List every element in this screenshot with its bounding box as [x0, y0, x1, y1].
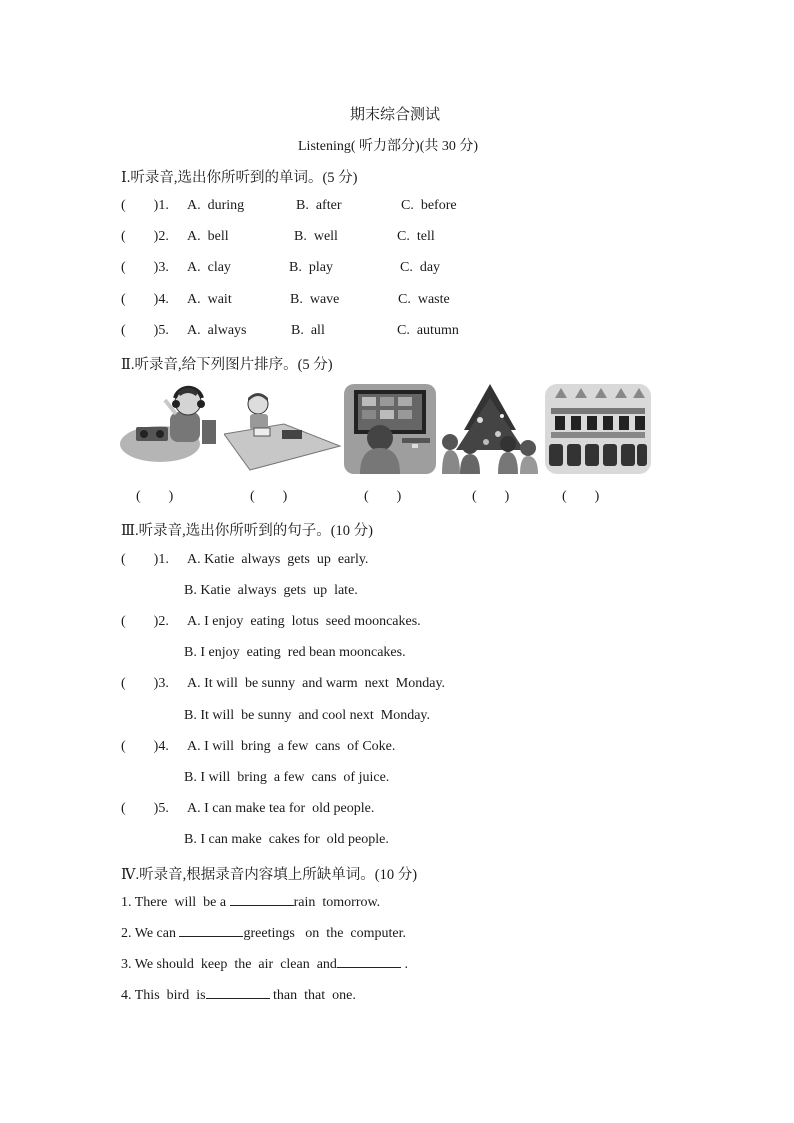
page-subtitle: Listening( 听力部分)(共 30 分)	[298, 139, 479, 154]
sentence-option-b: B. I will bring a few cans of juice.	[184, 770, 390, 785]
girl-reading-at-table-icon	[224, 384, 342, 474]
children-christmas-tree-icon	[440, 384, 540, 474]
option-c: C. waste	[398, 292, 450, 307]
orchestra-concert-icon	[545, 384, 651, 474]
picture-order-blank[interactable]: ( )	[364, 489, 402, 504]
sentence-start: 1. There will be a	[121, 895, 230, 910]
boy-at-computer-icon	[344, 384, 436, 474]
picture-order-blank[interactable]: ( )	[136, 489, 174, 504]
boy-listening-headphones-icon	[120, 384, 220, 474]
part1-heading: Ⅰ.听录音,选出你所听到的单词。(5 分)	[121, 170, 358, 186]
sentence-end: .	[400, 957, 408, 972]
answer-blank[interactable]: ( )5.	[121, 323, 169, 338]
answer-blank[interactable]: ( )1.	[121, 552, 169, 567]
option-a: A. clay	[187, 260, 231, 275]
picture-order-blank[interactable]: ( )	[472, 489, 510, 504]
fill-blank[interactable]	[179, 935, 243, 937]
fill-in-sentence	[121, 926, 406, 942]
answer-blank[interactable]: ( )2.	[121, 614, 169, 629]
picture-order-blank[interactable]: ( )	[250, 489, 288, 504]
option-a: A. bell	[187, 229, 229, 244]
answer-blank[interactable]: ( )3.	[121, 260, 169, 275]
answer-blank[interactable]: ( )5.	[121, 801, 169, 816]
sentence-end: rain tomorrow.	[293, 895, 381, 910]
option-b: B. play	[289, 260, 333, 275]
answer-blank[interactable]: ( )2.	[121, 229, 169, 244]
part2-heading: Ⅱ.听录音,给下列图片排序。(5 分)	[121, 357, 333, 373]
sentence-end: greetings on the computer.	[243, 926, 407, 941]
part3-heading: Ⅲ.听录音,选出你所听到的句子。(10 分)	[121, 523, 374, 539]
option-a: A. during	[187, 198, 245, 213]
option-c: C. autumn	[397, 323, 459, 338]
sentence-option-a: A. It will be sunny and warm next Monday.	[187, 676, 446, 691]
sentence-option-a: A. I will bring a few cans of Coke.	[187, 739, 396, 754]
answer-blank[interactable]: ( )4.	[121, 739, 169, 754]
page-title: 期末综合测试	[350, 107, 441, 123]
sentence-option-a: A. Katie always gets up early.	[187, 552, 369, 567]
fill-blank[interactable]	[337, 966, 401, 968]
option-a: A. wait	[187, 292, 232, 307]
sentence-option-b: B. Katie always gets up late.	[184, 583, 358, 598]
sentence-start: 3. We should keep the air clean and	[121, 957, 337, 972]
option-b: B. wave	[290, 292, 340, 307]
sentence-option-a: A. I enjoy eating lotus seed mooncakes.	[187, 614, 421, 629]
sentence-option-b: B. I can make cakes for old people.	[184, 832, 389, 847]
option-c: C. tell	[397, 229, 435, 244]
option-b: B. after	[296, 198, 342, 213]
fill-blank[interactable]	[206, 997, 270, 999]
sentence-option-b: B. I enjoy eating red bean mooncakes.	[184, 645, 406, 660]
sentence-start: 4. This bird is	[121, 988, 206, 1003]
sentence-end: than that one.	[269, 988, 356, 1003]
option-b: B. well	[294, 229, 338, 244]
option-a: A. always	[187, 323, 247, 338]
sentence-option-a: A. I can make tea for old people.	[187, 801, 375, 816]
option-b: B. all	[291, 323, 325, 338]
answer-blank[interactable]: ( )4.	[121, 292, 169, 307]
sentence-start: 2. We can	[121, 926, 180, 941]
option-c: C. day	[400, 260, 441, 275]
fill-blank[interactable]	[230, 904, 294, 906]
picture-order-blank[interactable]: ( )	[562, 489, 600, 504]
sentence-option-b: B. It will be sunny and cool next Monday.	[184, 708, 431, 723]
option-c: C. before	[401, 198, 457, 213]
fill-in-sentence	[121, 957, 408, 973]
fill-in-sentence	[121, 988, 356, 1004]
fill-in-sentence	[121, 895, 380, 911]
answer-blank[interactable]: ( )3.	[121, 676, 169, 691]
part4-heading: Ⅳ.听录音,根据录音内容填上所缺单词。(10 分)	[121, 867, 418, 883]
answer-blank[interactable]: ( )1.	[121, 198, 169, 213]
